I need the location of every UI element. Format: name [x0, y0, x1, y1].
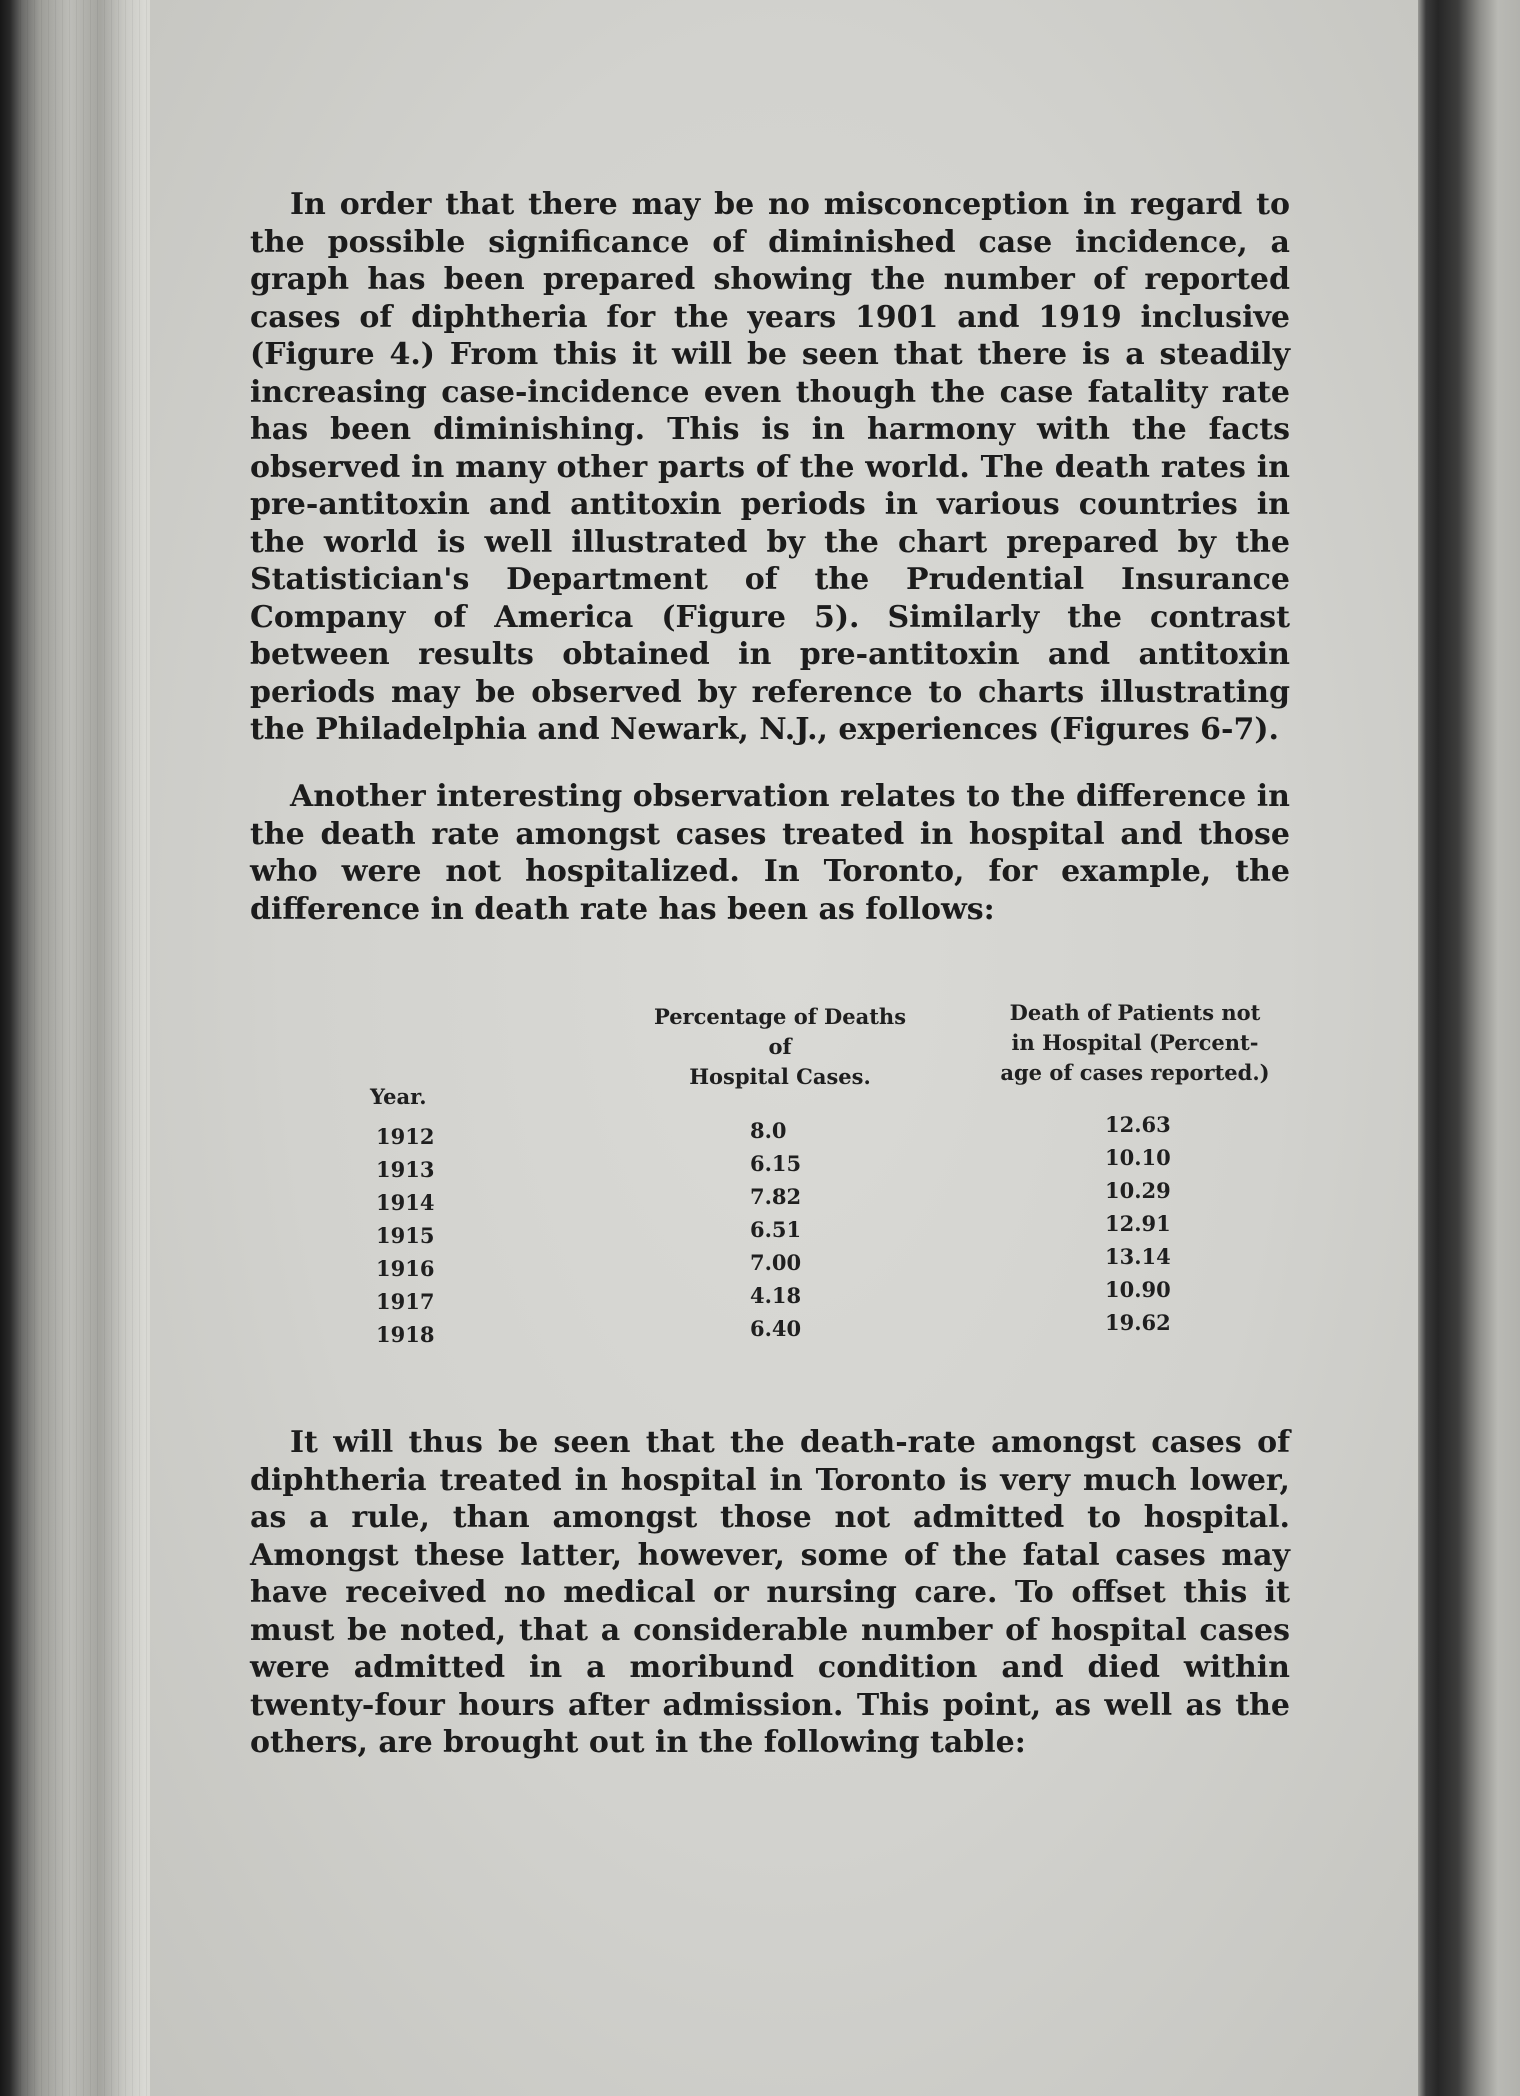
header-hospital-line3: Hospital Cases. [689, 1064, 871, 1089]
cell-hospital: 7.82 [750, 1184, 802, 1209]
cell-year: 1913 [376, 1157, 435, 1182]
header-outside-line3: age of cases reported.) [1000, 1060, 1270, 1085]
cell-year: 1918 [376, 1322, 435, 1347]
column-outside [1105, 1108, 1205, 1339]
cell-outside: 10.90 [1105, 1277, 1171, 1302]
cell-hospital: 7.00 [750, 1250, 802, 1275]
column-year [376, 1120, 456, 1351]
cell-year: 1916 [376, 1256, 435, 1281]
header-hospital-line1: Percentage of Deaths [653, 1004, 907, 1029]
cell-year: 1912 [376, 1124, 435, 1149]
cell-outside: 19.62 [1105, 1310, 1171, 1335]
cell-hospital: 6.40 [750, 1316, 802, 1341]
header-outside-hospital [970, 998, 1300, 1088]
paragraph-case-incidence: In order that there may be no misconception in regard to the possible significance of diminished case incidence, a graph has been prepared showing the number of reported cases of diphtheria for the years 1901 and 1919 inclusive (Figure 4.) From this it will be seen that there is a steadily increasing case-incidence even though the case fatality rate has been diminishing. This is in harmony with the facts observed in many other parts of the world. The death rates in pre-antitoxin and antitoxin periods in various countries in the world is well illustrated by the chart prepared by the Statistician's Department of the Prudential Insurance Company of America (Figure 5). Similarly the contrast between results obtained in pre-antitoxin and antitoxin periods may be observed by reference to charts illustrating the Philadelphia and Newark, N.J., experiences (Figures 6-7). [250, 187, 1290, 747]
cell-outside: 12.63 [1105, 1112, 1171, 1137]
paragraph-conclusion: It will thus be seen that the death-rate amongst cases of diphtheria treated in hospital in Toronto is very much lower, as a rule, than amongst those not admitted to hospital. Amongst these latter, however, some of the fatal cases may have received no medical or nursing care. To offset this it must be noted, that a considerable number of hospital cases were admitted in a moribund condition and died within twenty-four hours after admission. This point, as well as the others, are brought out in the following table: [250, 1425, 1290, 1760]
header-outside-line2: in Hospital (Percent- [1011, 1030, 1259, 1055]
cell-outside: 13.14 [1105, 1244, 1171, 1269]
cell-outside: 10.10 [1105, 1145, 1171, 1170]
header-hospital-line2: of [768, 1034, 792, 1059]
cell-outside: 10.29 [1105, 1178, 1171, 1203]
cell-year: 1917 [376, 1289, 435, 1314]
column-hospital [750, 1114, 830, 1345]
cell-hospital: 4.18 [750, 1283, 802, 1308]
cell-year: 1915 [376, 1223, 435, 1248]
cell-outside: 12.91 [1105, 1211, 1171, 1236]
cell-hospital: 6.15 [750, 1151, 802, 1176]
book-spine-gutter [1418, 0, 1520, 2096]
page-stack-lines [20, 0, 170, 2096]
header-year: Year. [370, 1084, 427, 1109]
header-outside-line1: Death of Patients not [1009, 1000, 1261, 1025]
cell-year: 1914 [376, 1190, 435, 1215]
header-hospital-cases [620, 1002, 940, 1092]
cell-hospital: 8.0 [750, 1118, 787, 1143]
cell-hospital: 6.51 [750, 1217, 802, 1242]
paragraph-hospital-death-rate: Another interesting observation relates to the difference in the death rate amongst cases treated in hospital and those who were not hospitalized. In Toronto, for example, the difference in death rate has been as follows: [250, 779, 1290, 927]
